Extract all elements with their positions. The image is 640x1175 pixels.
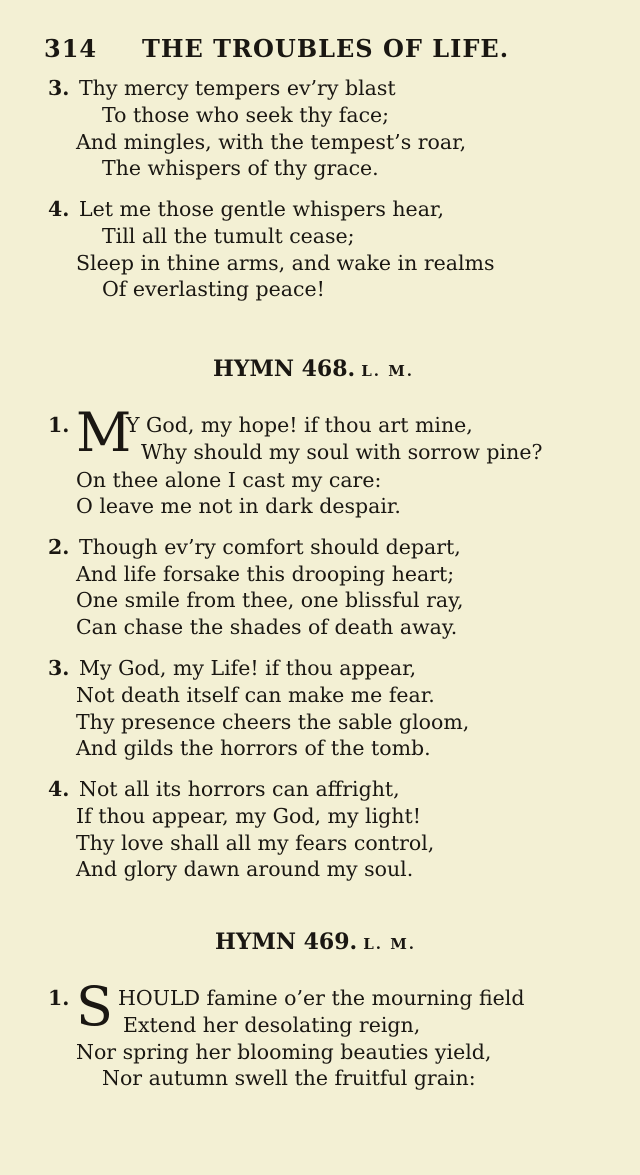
verse-line: Thy love shall all my fears control, — [76, 831, 435, 855]
verse-line: Extend her desolating reign, — [123, 1013, 421, 1037]
verse-line: Nor autumn swell the fruitful grain: — [102, 1066, 476, 1090]
verse-line: Can chase the shades of death away. — [76, 615, 458, 639]
verse-line: And glory dawn around my soul. — [76, 857, 414, 881]
verse-line: On thee alone I cast my care: — [76, 468, 382, 492]
drop-cap: S — [76, 975, 113, 1038]
verse-number: 3. — [48, 656, 70, 680]
verse-number: 3. — [48, 76, 70, 100]
verse-line: HOULD famine o’er the mourning field — [118, 986, 525, 1010]
hymn-meter: L. M. — [363, 935, 417, 953]
running-title: THE TROUBLES OF LIFE. — [142, 34, 510, 63]
verse-line: Till all the tumult cease; — [102, 224, 355, 248]
verse-number: 4. — [48, 197, 70, 221]
verse-line: To those who seek thy face; — [102, 103, 390, 127]
verse-line: Sleep in thine arms, and wake in realms — [76, 251, 495, 275]
verse-line: Not all its horrors can affright, — [79, 777, 400, 801]
drop-cap: M — [76, 401, 132, 464]
hymn-title-text: HYMN 468. — [213, 356, 356, 382]
verse-line: And mingles, with the tempest’s roar, — [76, 130, 467, 154]
verse-line: And gilds the horrors of the tomb. — [76, 736, 431, 760]
verse-line: Why should my soul with sorrow pine? — [141, 440, 543, 464]
verse-line: O leave me not in dark despair. — [76, 494, 401, 518]
verse-line: One smile from thee, one blissful ray, — [76, 588, 464, 612]
hymn-meter: L. M. — [361, 362, 415, 380]
verse-line: Of everlasting peace! — [102, 277, 325, 301]
hymn-title — [213, 356, 414, 382]
hymn-title-text: HYMN 469. — [215, 929, 358, 955]
verse-line: My God, my Life! if thou appear, — [79, 656, 417, 680]
verse-line: Y God, my hope! if thou art mine, — [126, 413, 473, 437]
verse-line: Nor spring her blooming beauties yield, — [76, 1040, 492, 1064]
verse-line: Though ev’ry comfort should depart, — [79, 535, 461, 559]
verse-number: 1. — [48, 986, 70, 1010]
verse-line: And life forsake this drooping heart; — [76, 562, 455, 586]
verse-line: If thou appear, my God, my light! — [76, 804, 421, 828]
verse-line: The whispers of thy grace. — [102, 156, 379, 180]
verse-number: 1. — [48, 413, 70, 437]
verse-line: Thy presence cheers the sable gloom, — [76, 710, 470, 734]
verse-line: Not death itself can make me fear. — [76, 683, 435, 707]
page-number: 314 — [44, 34, 98, 63]
hymn-title — [215, 929, 416, 955]
verse-number: 2. — [48, 535, 70, 559]
verse-line: Let me those gentle whispers hear, — [79, 197, 444, 221]
verse-line: Thy mercy tempers ev’ry blast — [79, 76, 396, 100]
verse-number: 4. — [48, 777, 70, 801]
page-header — [44, 30, 614, 66]
